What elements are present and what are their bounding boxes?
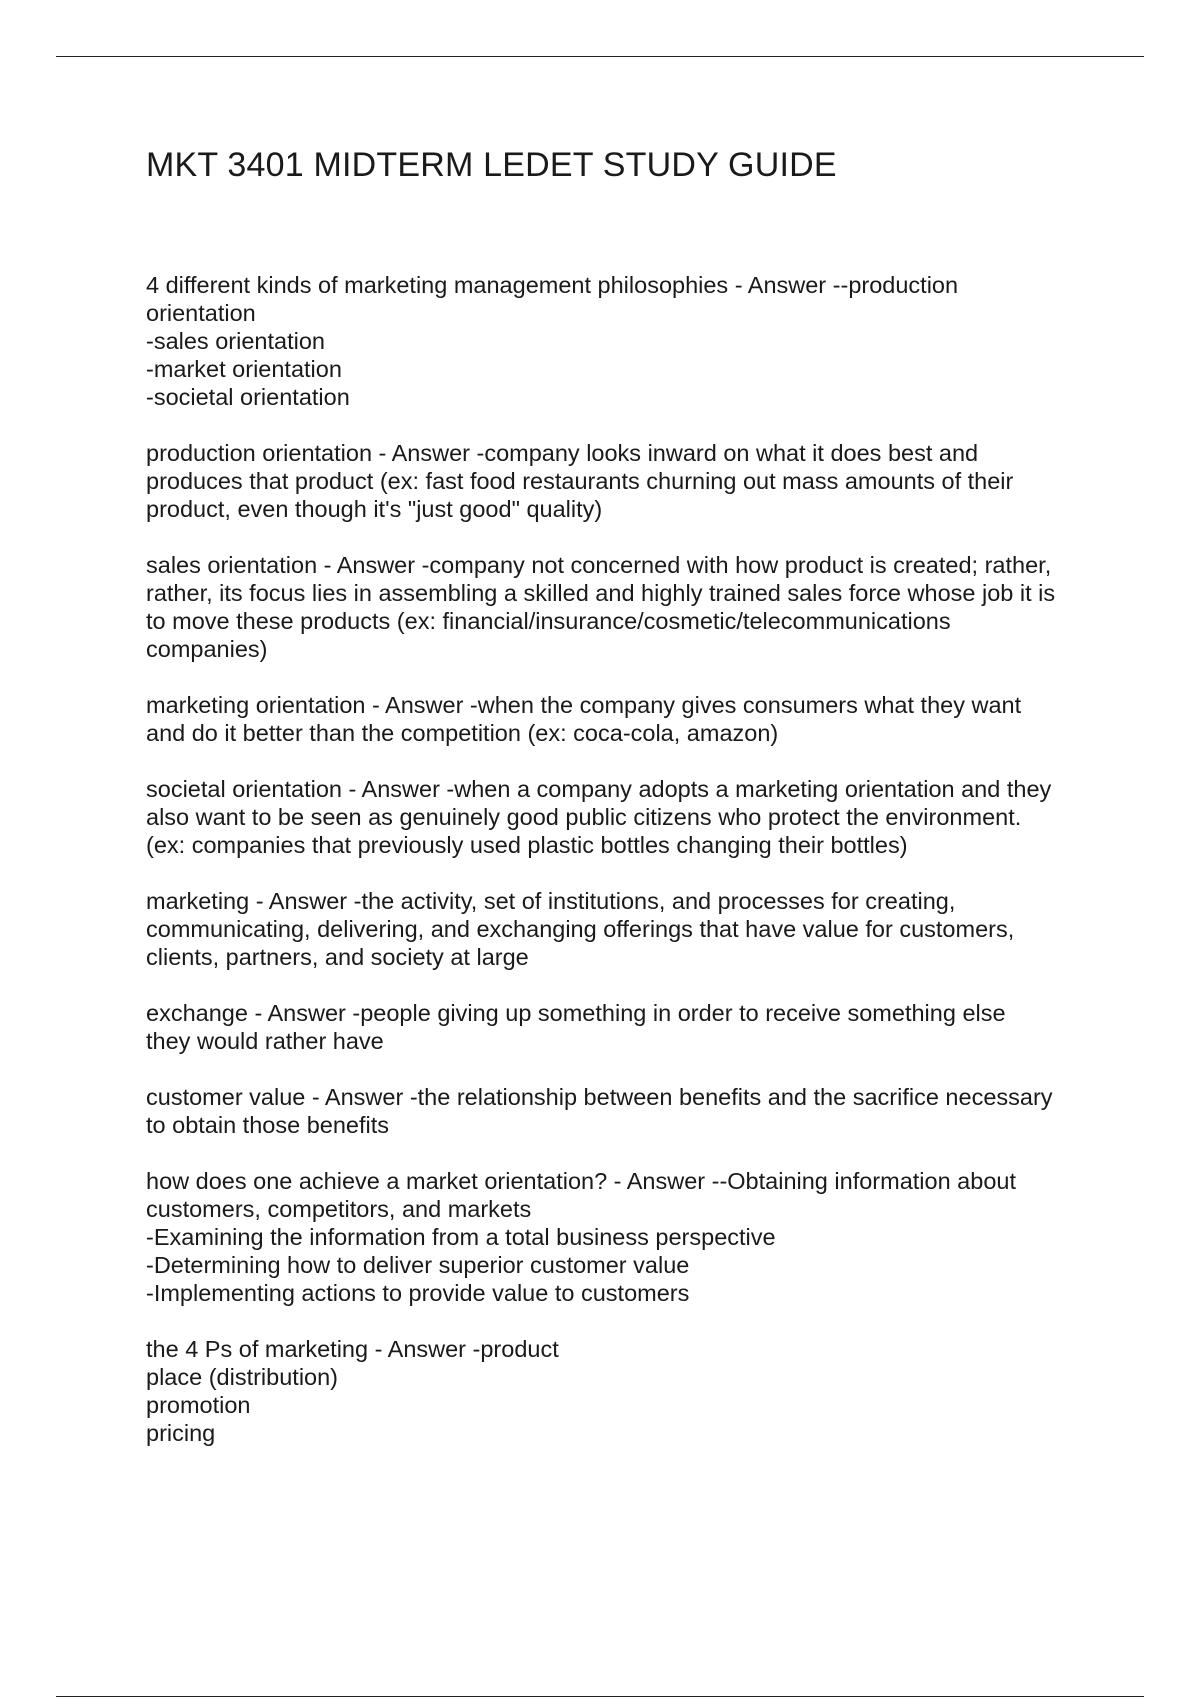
entry-achieve-market-orientation: how does one achieve a market orientation? - Answer --Obtaining information about customers, competitors, and markets -Examining the information from a total business perspective -Determining how to deliver superior customer value -Implementing actions to provide value to customers [146, 1168, 1016, 1306]
entry-four-ps: the 4 Ps of marketing - Answer -product place (distribution) promotion pricing [146, 1336, 559, 1446]
entry-marketing: marketing - Answer -the activity, set of institutions, and processes for creating, communicating, delivering, and exchanging offerings that have value for customers, clients, partners, and society at large [146, 888, 1015, 970]
entry-societal-orientation: societal orientation - Answer -when a company adopts a marketing orientation and they also want to be seen as genuinely good public citizens who protect the environment. (ex: companies that previously used plastic bottles changing their bottles) [146, 776, 1052, 858]
entry-sales-orientation: sales orientation - Answer -company not concerned with how product is created; rather, rather, its focus lies in assembling a skilled and highly trained sales force whose job it is to move these products (ex: financial/insurance/cosmetic/telecommunications companies) [146, 552, 1056, 662]
bottom-divider [56, 1696, 1144, 1697]
entry-production-orientation: production orientation - Answer -company looks inward on what it does best and produces that product (ex: fast food restaurants churning out mass amounts of their product, even though it's "just good" quality) [146, 440, 1014, 522]
entry-marketing-philosophies: 4 different kinds of marketing management philosophies - Answer --production orientation -sales orientation -market orientation -societal orientation [146, 272, 959, 410]
study-guide-entries [146, 271, 1096, 1475]
top-divider [56, 56, 1144, 57]
entry-marketing-orientation: marketing orientation - Answer -when the company gives consumers what they want and do it better than the competition (ex: coca-cola, amazon) [146, 692, 1022, 746]
entry-customer-value: customer value - Answer -the relationship between benefits and the sacrifice necessary to obtain those benefits [146, 1084, 1053, 1138]
page-title: MKT 3401 MIDTERM LEDET STUDY GUIDE [146, 146, 837, 184]
entry-exchange: exchange - Answer -people giving up something in order to receive something else they would rather have [146, 1000, 1006, 1054]
